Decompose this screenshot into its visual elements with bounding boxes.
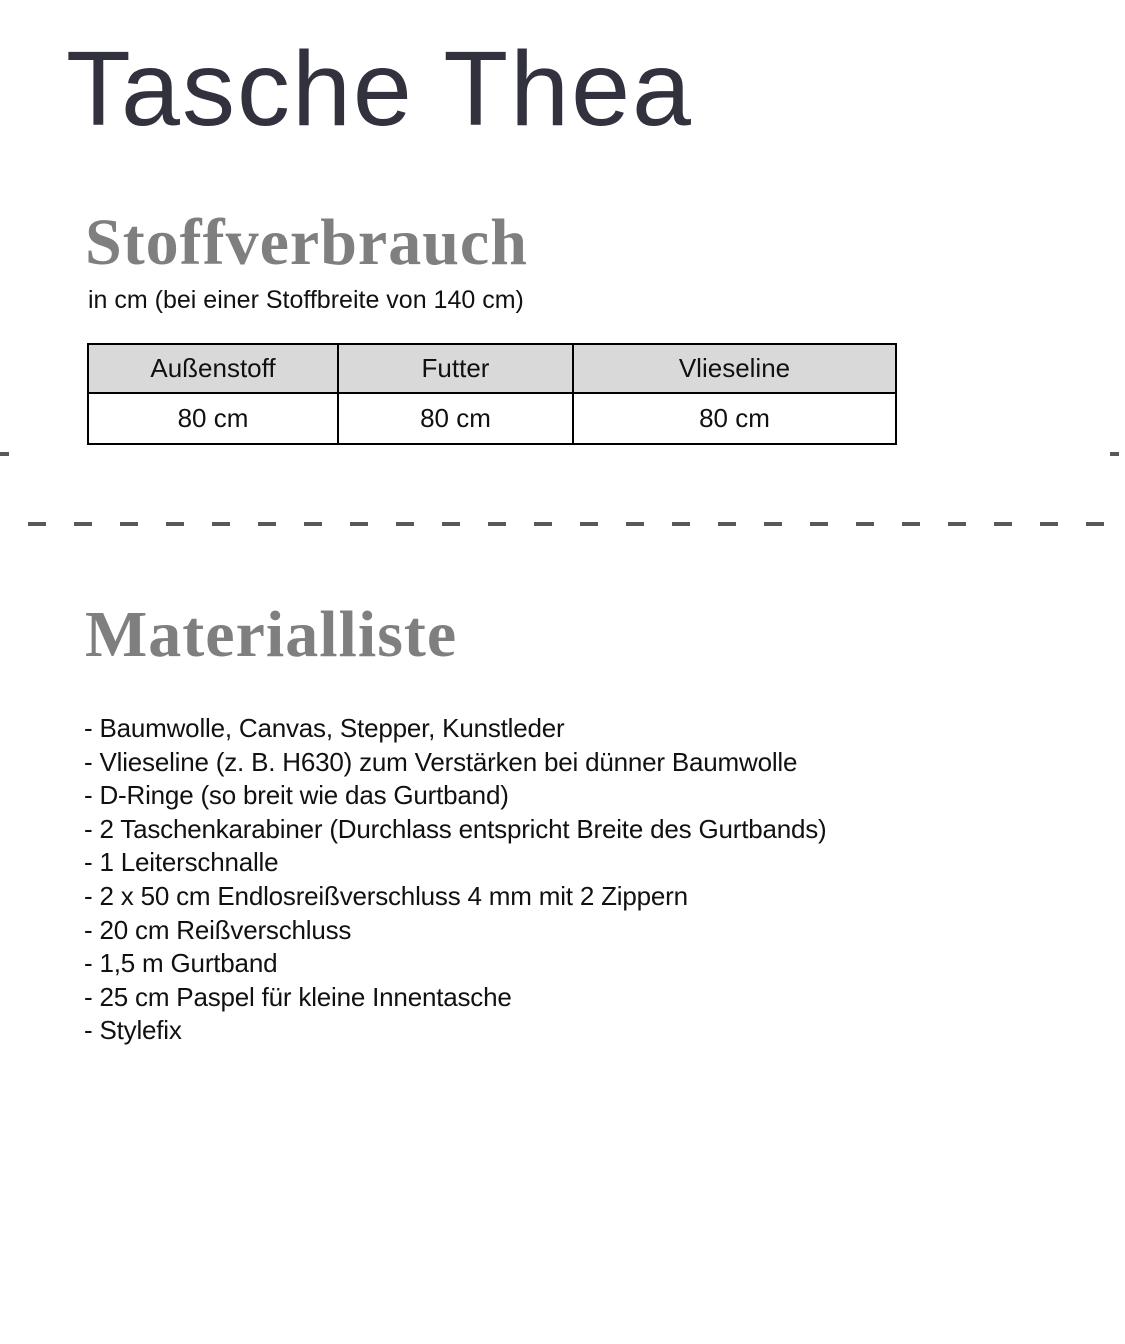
dashed-divider bbox=[0, 522, 1125, 526]
material-item: - 2 x 50 cm Endlosreißverschluss 4 mm mit 2 Zippern bbox=[84, 880, 688, 911]
material-list bbox=[84, 712, 827, 1048]
material-item: - 20 cm Reißverschluss bbox=[84, 914, 352, 945]
page-edge-dash-right bbox=[1110, 452, 1119, 456]
table-header-row bbox=[88, 344, 896, 393]
table-value-row bbox=[88, 393, 896, 444]
table-value-futter: 80 cm bbox=[338, 393, 573, 444]
material-item: - 25 cm Paspel für kleine Innentasche bbox=[84, 981, 512, 1012]
table-header-futter: Futter bbox=[338, 344, 573, 393]
material-item: - 1,5 m Gurtband bbox=[84, 948, 278, 979]
table-header-vlieseline: Vlieseline bbox=[573, 344, 896, 393]
table-value-aussenstoff: 80 cm bbox=[88, 393, 338, 444]
section-heading-materialliste: Materialliste bbox=[85, 598, 458, 671]
page-title: Tasche Thea bbox=[66, 30, 693, 148]
material-item: - 2 Taschenkarabiner (Durchlass entspricht Breite des Gurtbands) bbox=[84, 813, 827, 844]
material-item: - 1 Leiterschnalle bbox=[84, 847, 279, 878]
material-item: - Vlieseline (z. B. H630) zum Verstärken bei dünner Baumwolle bbox=[84, 746, 798, 777]
material-item: - D-Ringe (so breit wie das Gurtband) bbox=[84, 780, 509, 811]
table-header-aussenstoff: Außenstoff bbox=[88, 344, 338, 393]
table-value-vlieseline: 80 cm bbox=[573, 393, 896, 444]
material-item: - Baumwolle, Canvas, Stepper, Kunstleder bbox=[84, 713, 565, 743]
fabric-usage-table bbox=[87, 343, 897, 445]
section-heading-stoffverbrauch: Stoffverbrauch bbox=[85, 206, 528, 279]
page-edge-dash-left bbox=[0, 452, 9, 456]
fabric-subtitle: in cm (bei einer Stoffbreite von 140 cm) bbox=[88, 286, 524, 314]
material-item: - Stylefix bbox=[84, 1015, 182, 1046]
